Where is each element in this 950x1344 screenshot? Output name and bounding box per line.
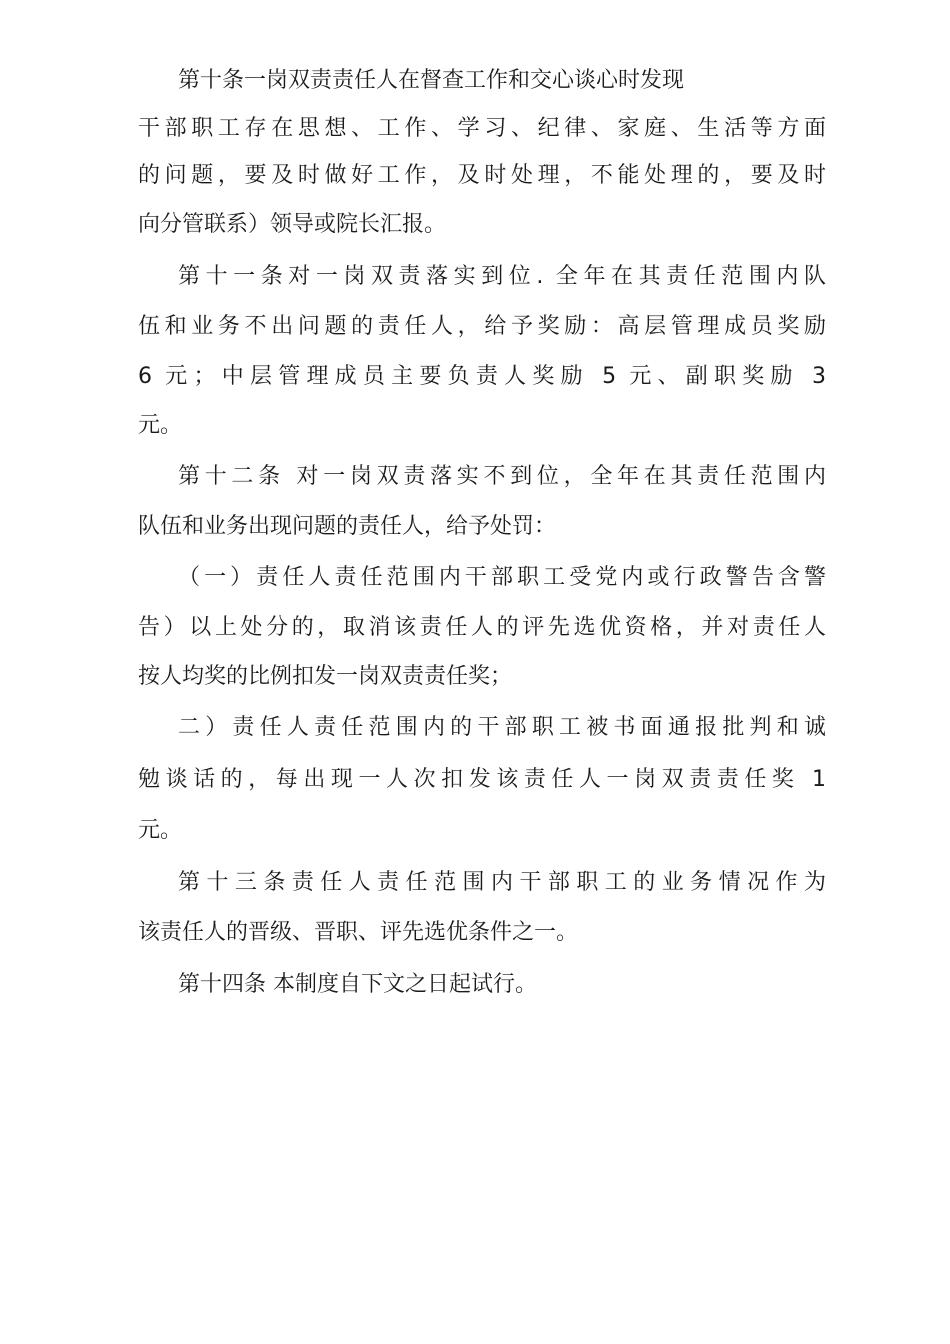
article-10-line-4: 向分管联系）领导或院长汇报。	[138, 212, 447, 237]
article-10-line-3: 的问题，要及时做好工作，及时处理，不能处理的，要及时	[138, 163, 826, 188]
article-12-item-1-line-1: （一）责任人责任范围内干部职工受党内或行政警告含警	[178, 565, 826, 590]
article-13-line-2: 该责任人的晋级、晋职、评先选优条件之一。	[138, 920, 579, 945]
article-14-line-1: 第十四条 本制度自下文之日起试行。	[178, 972, 537, 997]
article-11-line-1: 第十一条对一岗双责落实到位. 全年在其责任范围内队	[178, 264, 826, 289]
article-12-item-1-line-2: 告）以上处分的，取消该责任人的评先选优资格，并对责任人	[138, 615, 826, 640]
article-11-line-4: 元。	[138, 413, 183, 438]
article-12-item-2-line-1: 二）责任人责任范围内的干部职工被书面通报批判和诚	[178, 715, 826, 740]
article-12-item-2-line-2: 勉谈话的，每出现一人次扣发该责任人一岗双责责任奖 1	[138, 767, 826, 792]
article-12-line-1: 第十二条 对一岗双责落实不到位，全年在其责任范围内	[178, 464, 826, 489]
article-12-item-1-line-3: 按人均奖的比例扣发一岗双责责任奖；	[138, 664, 513, 689]
article-13-line-1: 第十三条责任人责任范围内干部职工的业务情况作为	[178, 870, 826, 895]
article-10-line-1: 第十条一岗双责责任人在督查工作和交心谈心时发现	[178, 68, 685, 93]
article-12-item-2-line-3: 元。	[138, 818, 183, 843]
article-12-line-2: 队伍和业务出现问题的责任人，给予处罚：	[138, 514, 557, 539]
article-11-line-2: 伍和业务不出问题的责任人，给予奖励：高层管理成员奖励	[138, 314, 826, 339]
article-11-line-3: 6 元；中层管理成员主要负责人奖励 5 元、副职奖励 3	[138, 364, 826, 389]
article-10-line-2: 干部职工存在思想、工作、学习、纪律、家庭、生活等方面	[138, 116, 826, 141]
